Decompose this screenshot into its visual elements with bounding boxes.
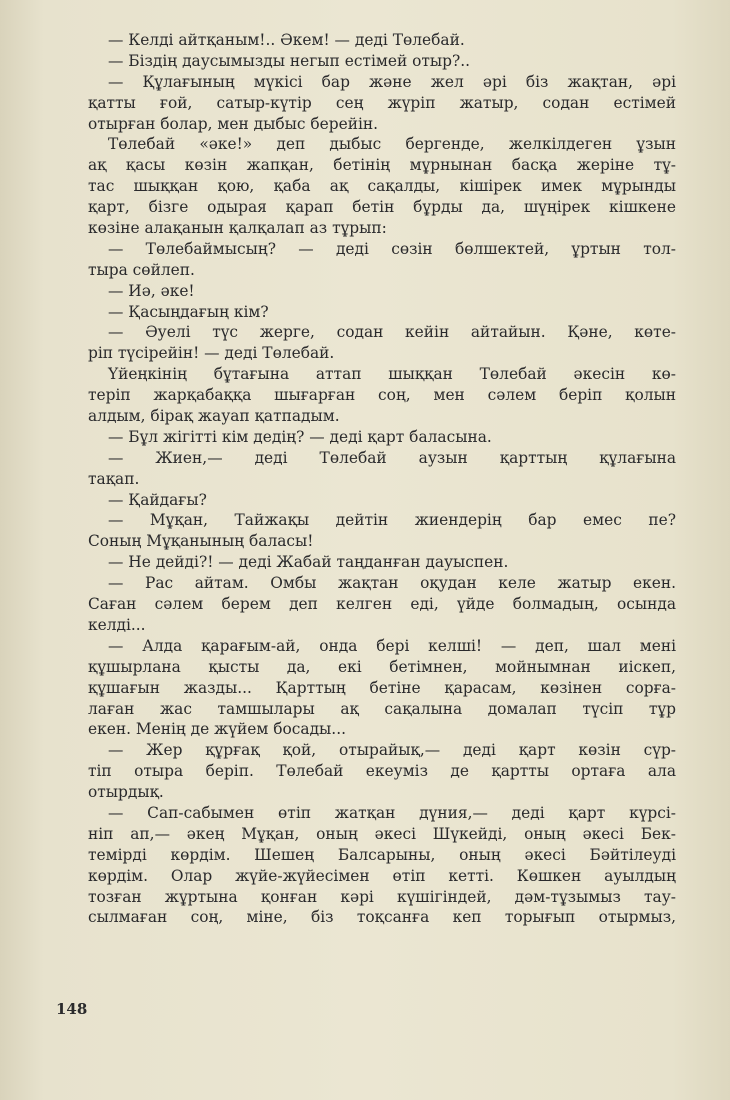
text-line: тас шыққан қою, қаба ақ сақалды, кішірек имек мұрынды (88, 177, 676, 196)
text-line: қатты ғой, сатыр-күтір сең жүріп жатыр, содан естімей (88, 93, 676, 112)
text-line: — Рас айтам. Омбы жақтан оқудан келе жатыр екен. (108, 574, 676, 593)
text-line: Үйеңкінің бұтағына аттап шыққан Төлебай әкесін кө- (108, 365, 676, 384)
text-line: — Иә, әке! (108, 281, 195, 300)
text-line: ақ қасы көзін жапқан, бетінің мұрнынан басқа жеріне тұ- (88, 156, 676, 175)
text-line: қарт, бізге одырая қарап бетін бұрды да, шүңірек кішкене (88, 198, 676, 217)
text-line: — Төлебаймысың? — деді сөзін бөлшектей, ұртын тол- (108, 239, 676, 258)
text-line: — Жиен,— деді Төлебай аузын қарттың құлағына (108, 448, 676, 467)
text-line: — Бұл жігітті кім дедің? — деді қарт баласына. (108, 427, 492, 446)
text-line: — Алда қарағым-ай, онда бері келші! — деп, шал мені (108, 636, 676, 655)
text-line: тақап. (88, 469, 140, 488)
text-line: отырдық. (88, 783, 164, 802)
text-line: тіп отыра беріп. Төлебай екеуміз де қартты ортаға ала (88, 762, 676, 781)
text-line: екен. Менің де жүйем босады... (88, 720, 346, 739)
text-line: тозған жұртына қонған кәрі күшігіндей, дәм-тұзымыз тау- (88, 887, 676, 906)
text-line: — Сап-сабымен өтіп жатқан дүния,— деді қарт күрсі- (108, 803, 676, 822)
text-line: тыра сөйлеп. (88, 260, 195, 279)
text-line: ніп ап,— әкең Мұқан, оның әкесі Шүкейді, оның әкесі Бек- (88, 824, 676, 843)
text-line: сылмаған соң, міне, біз тоқсанға кеп торығып отырмыз, (88, 908, 676, 927)
page-text (88, 30, 676, 928)
text-line: — Не дейді?! — деді Жабай таңданған дауыспен. (108, 553, 509, 572)
text-line: — Келді айтқаным!.. Әкем! — деді Төлебай. (108, 31, 465, 49)
text-line: Саған сәлем берем деп келген еді, үйде болмадың, осында (88, 595, 676, 614)
text-line: отырған болар, мен дыбыс берейін. (88, 114, 379, 133)
text-line: теріп жарқабаққа шығарған соң, мен сәлем беріп қолын (88, 386, 676, 405)
text-line: көзіне алақанын қалқалап аз тұрып: (88, 219, 387, 238)
text-line: құшырлана қысты да, екі бетімнен, мойнымнан иіскеп, (88, 657, 676, 676)
text-line: Соның Мұқанының баласы! (88, 532, 314, 551)
text-line: — Әуелі түс жерге, содан кейін айтайын. Қәне, көте- (108, 323, 676, 342)
text-line: — Жер құрғақ қой, отырайық,— деді қарт көзін сүр- (108, 741, 676, 760)
text-line: — Құлағының мүкісі бар және жел әрі біз жақтан, әрі (108, 72, 676, 91)
text-line: лаған жас тамшылары ақ сақалына домалап түсіп тұр (88, 699, 676, 718)
text-line: — Қайдағы? (108, 490, 207, 509)
text-line: алдым, бірақ жауап қатпадым. (88, 407, 340, 426)
text-line: ріп түсірейін! — деді Төлебай. (88, 344, 335, 363)
text-line: темірді көрдім. Шешең Балсарыны, оның әкесі Бәйтілеуді (88, 845, 676, 864)
text-line: — Біздің даусымызды негып естімей отыр?.. (108, 51, 471, 70)
text-line: келді... (88, 615, 146, 634)
text-line: көрдім. Олар жүйе-жүйесімен өтіп кетті. Көшкен ауылдың (88, 866, 676, 885)
text-line: құшағын жазды... Қарттың бетіне қарасам, көзінен сорға- (88, 678, 676, 697)
text-line: — Қасыңдағың кім? (108, 302, 269, 321)
text-line: Төлебай «әке!» деп дыбыс бергенде, желкілдеген ұзын (108, 135, 676, 154)
text-line: — Мұқан, Тайжақы дейтін жиендерің бар емес пе? (108, 511, 676, 530)
page-number: 148 (56, 1000, 88, 1018)
